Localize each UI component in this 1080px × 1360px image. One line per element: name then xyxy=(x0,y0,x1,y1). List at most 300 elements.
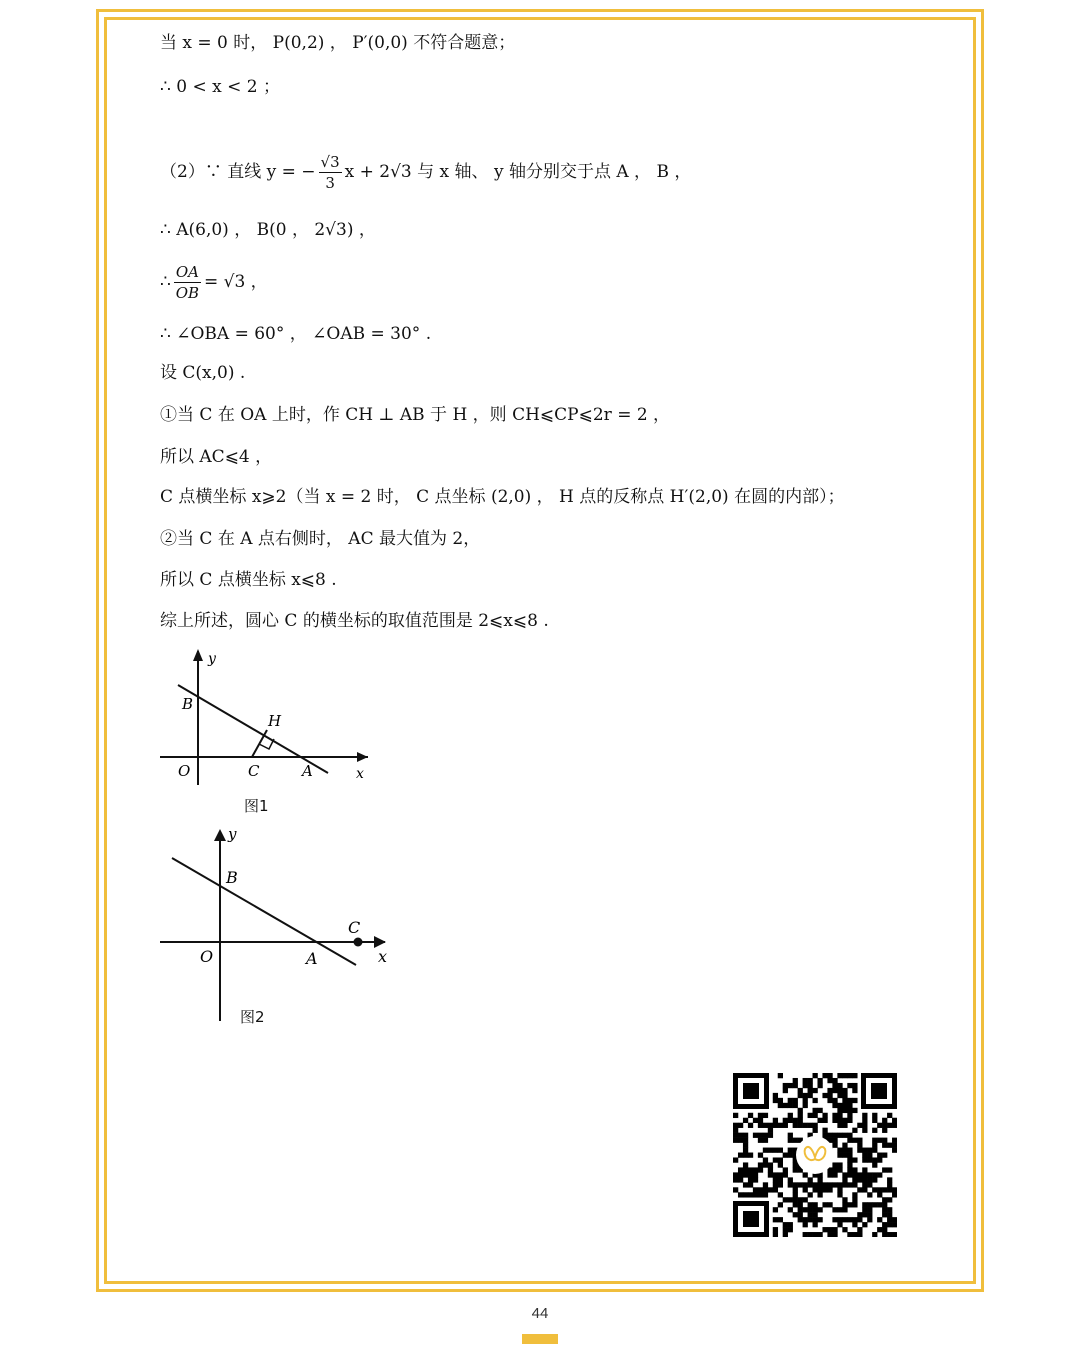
qr-module xyxy=(877,1157,882,1162)
qr-module xyxy=(857,1217,862,1222)
qr-module xyxy=(793,1167,798,1172)
qr-module xyxy=(743,1133,748,1138)
qr-module xyxy=(847,1083,852,1088)
qr-module xyxy=(847,1217,852,1222)
qr-module xyxy=(842,1098,847,1103)
qr-module xyxy=(763,1182,768,1187)
qr-module xyxy=(788,1227,793,1232)
qr-module xyxy=(793,1123,798,1128)
qr-module xyxy=(847,1108,852,1113)
qr-module xyxy=(778,1162,783,1167)
qr-module xyxy=(887,1113,892,1118)
qr-module xyxy=(808,1113,813,1118)
qr-module xyxy=(813,1217,818,1222)
qr-module xyxy=(788,1197,793,1202)
qr-module xyxy=(743,1182,748,1187)
qr-module xyxy=(778,1157,783,1162)
qr-module xyxy=(788,1207,793,1212)
qr-module xyxy=(822,1118,827,1123)
qr-module xyxy=(837,1103,842,1108)
qr-module xyxy=(852,1172,857,1177)
point-c xyxy=(354,938,363,947)
qr-module xyxy=(783,1083,788,1088)
figure-2-caption: 图2 xyxy=(240,1008,265,1026)
label-b: B xyxy=(182,695,194,713)
label-o: O xyxy=(178,762,191,780)
qr-module xyxy=(872,1113,877,1118)
figure-1-diagram xyxy=(160,645,380,790)
qr-module xyxy=(773,1227,778,1232)
qr-module xyxy=(882,1138,887,1143)
qr-module xyxy=(862,1123,867,1128)
qr-module xyxy=(803,1217,808,1222)
qr-module xyxy=(847,1103,852,1108)
qr-module xyxy=(813,1108,818,1113)
qr-module xyxy=(803,1093,808,1098)
qr-module xyxy=(743,1143,748,1148)
qr-module xyxy=(842,1073,847,1078)
qr-module xyxy=(827,1232,832,1237)
qr-module xyxy=(872,1128,877,1133)
qr-module xyxy=(793,1162,798,1167)
line-ab xyxy=(178,685,328,773)
label-c: C xyxy=(248,762,260,780)
qr-module xyxy=(793,1192,798,1197)
qr-module xyxy=(763,1113,768,1118)
qr-module xyxy=(783,1222,788,1227)
qr-module xyxy=(763,1157,768,1162)
qr-module xyxy=(847,1118,852,1123)
qr-module xyxy=(827,1078,832,1083)
qr-module xyxy=(738,1153,743,1158)
qr-module xyxy=(832,1207,837,1212)
qr-module xyxy=(847,1113,852,1118)
qr-module xyxy=(763,1123,768,1128)
qr-module xyxy=(842,1197,847,1202)
qr-module xyxy=(827,1073,832,1078)
qr-module xyxy=(832,1078,837,1083)
qr-module xyxy=(748,1167,753,1172)
qr-module xyxy=(753,1172,758,1177)
qr-module xyxy=(822,1133,827,1138)
qr-module xyxy=(817,1217,822,1222)
qr-module xyxy=(783,1172,788,1177)
qr-module xyxy=(882,1197,887,1202)
qr-module xyxy=(788,1138,793,1143)
qr-module xyxy=(768,1148,773,1153)
qr-module xyxy=(773,1177,778,1182)
qr-module xyxy=(817,1108,822,1113)
qr-module xyxy=(832,1138,837,1143)
qr-module xyxy=(798,1202,803,1207)
qr-module xyxy=(778,1123,783,1128)
qr-module xyxy=(813,1202,818,1207)
qr-module xyxy=(763,1133,768,1138)
qr-module xyxy=(788,1153,793,1158)
qr-module xyxy=(788,1113,793,1118)
qr-module xyxy=(862,1182,867,1187)
qr-module xyxy=(847,1148,852,1153)
qr-module xyxy=(867,1217,872,1222)
qr-module xyxy=(773,1182,778,1187)
qr-module xyxy=(827,1172,832,1177)
qr-module xyxy=(877,1123,882,1128)
qr-module xyxy=(738,1123,743,1128)
line-5-suffix: = √3 ， xyxy=(203,272,268,292)
qr-module xyxy=(748,1192,753,1197)
qr-module xyxy=(748,1172,753,1177)
y-axis-arrow xyxy=(214,829,226,841)
qr-module xyxy=(892,1123,897,1128)
qr-module xyxy=(877,1217,882,1222)
qr-module xyxy=(857,1187,862,1192)
qr-module xyxy=(842,1182,847,1187)
qr-module xyxy=(882,1227,887,1232)
qr-module xyxy=(842,1093,847,1098)
qr-module xyxy=(862,1187,867,1192)
qr-module xyxy=(808,1212,813,1217)
qr-module xyxy=(773,1098,778,1103)
qr-module xyxy=(837,1088,842,1093)
qr-module xyxy=(822,1113,827,1118)
qr-module xyxy=(842,1123,847,1128)
qr-module xyxy=(887,1222,892,1227)
fraction-numerator: √3 xyxy=(320,153,340,171)
qr-module xyxy=(813,1123,818,1128)
qr-module xyxy=(872,1232,877,1237)
qr-module xyxy=(778,1217,783,1222)
qr-module xyxy=(852,1108,857,1113)
qr-module xyxy=(733,1177,738,1182)
qr-module xyxy=(813,1187,818,1192)
qr-module xyxy=(887,1197,892,1202)
qr-module xyxy=(862,1212,867,1217)
qr-module xyxy=(837,1093,842,1098)
qr-module xyxy=(842,1148,847,1153)
label-h: H xyxy=(268,712,282,730)
qr-module xyxy=(887,1182,892,1187)
qr-module xyxy=(808,1207,813,1212)
solution-line-6: ∴ ∠OBA = 60° ， ∠OAB = 30° . xyxy=(160,324,432,344)
qr-module xyxy=(867,1192,872,1197)
qr-module xyxy=(872,1187,877,1192)
qr-module xyxy=(822,1227,827,1232)
label-y: y xyxy=(208,651,216,667)
qr-module xyxy=(877,1192,882,1197)
qr-module xyxy=(832,1172,837,1177)
qr-module xyxy=(778,1103,783,1108)
qr-module xyxy=(852,1217,857,1222)
qr-module xyxy=(758,1123,763,1128)
qr-module xyxy=(832,1217,837,1222)
qr-module xyxy=(887,1217,892,1222)
qr-module xyxy=(857,1227,862,1232)
qr-module xyxy=(788,1103,793,1108)
solution-line-4: ∴ A(6,0) ， B(0 ， 2√3) ， xyxy=(160,220,376,240)
qr-module xyxy=(822,1128,827,1133)
qr-module xyxy=(743,1167,748,1172)
qr-module xyxy=(837,1207,842,1212)
qr-module xyxy=(862,1202,867,1207)
qr-module xyxy=(733,1113,738,1118)
label-a: A xyxy=(306,949,318,968)
qr-module xyxy=(857,1212,862,1217)
qr-module xyxy=(817,1118,822,1123)
qr-module xyxy=(877,1187,882,1192)
label-o: O xyxy=(200,947,214,966)
solution-line-3 xyxy=(160,152,691,193)
qr-module xyxy=(832,1162,837,1167)
solution-line-2: ∴ 0 < x < 2 ； xyxy=(160,77,280,97)
qr-module xyxy=(793,1138,798,1143)
qr-module xyxy=(832,1232,837,1237)
solution-line-12: 所以 C 点横坐标 x⩽8 . xyxy=(160,570,337,590)
qr-module xyxy=(778,1172,783,1177)
qr-module xyxy=(887,1177,892,1182)
qr-module xyxy=(753,1118,758,1123)
qr-module xyxy=(753,1187,758,1192)
qr-module xyxy=(743,1118,748,1123)
x-axis-arrow xyxy=(357,752,368,762)
qr-module xyxy=(808,1177,813,1182)
qr-module xyxy=(857,1232,862,1237)
qr-module xyxy=(758,1113,763,1118)
qr-module xyxy=(733,1172,738,1177)
qr-module xyxy=(748,1123,753,1128)
qr-module xyxy=(733,1138,738,1143)
solution-line-1: 当 x = 0 时， P(0,2) ， P′(0,0) 不符合题意； xyxy=(160,33,516,53)
qr-module xyxy=(837,1182,842,1187)
qr-module xyxy=(743,1153,748,1158)
qr-module xyxy=(847,1202,852,1207)
qr-module xyxy=(798,1207,803,1212)
qr-module xyxy=(887,1232,892,1237)
qr-module xyxy=(882,1143,887,1148)
qr-module xyxy=(827,1098,832,1103)
qr-module xyxy=(842,1143,847,1148)
qr-module xyxy=(832,1133,837,1138)
qr-module xyxy=(877,1153,882,1158)
qr-module xyxy=(808,1078,813,1083)
fraction-denominator: OB xyxy=(175,284,200,302)
qr-module xyxy=(813,1113,818,1118)
qr-module xyxy=(852,1182,857,1187)
qr-module xyxy=(783,1232,788,1237)
qr-module xyxy=(808,1182,813,1187)
qr-module xyxy=(788,1133,793,1138)
qr-module xyxy=(847,1172,852,1177)
qr-finder-top-right xyxy=(861,1073,897,1109)
solution-line-11: ②当 C 在 A 点右侧时， AC 最大值为 2， xyxy=(160,529,481,549)
qr-module xyxy=(862,1222,867,1227)
line-3-suffix: x + 2√3 与 x 轴、 y 轴分别交于点 A ， B ， xyxy=(344,162,692,182)
qr-module xyxy=(758,1192,763,1197)
qr-module xyxy=(857,1172,862,1177)
qr-module xyxy=(808,1217,813,1222)
solution-line-10: C 点横坐标 x⩾2（当 x = 2 时， C 点坐标 (2,0) ， H 点的反称点 H′(2,0) 在圆的内部）； xyxy=(160,487,845,507)
qr-module xyxy=(768,1172,773,1177)
qr-module xyxy=(847,1167,852,1172)
qr-module xyxy=(882,1207,887,1212)
qr-module xyxy=(738,1133,743,1138)
qr-module xyxy=(808,1232,813,1237)
qr-module xyxy=(758,1187,763,1192)
label-a: A xyxy=(302,762,313,780)
qr-module xyxy=(887,1207,892,1212)
qr-module xyxy=(842,1103,847,1108)
label-x: x xyxy=(356,766,364,782)
qr-module xyxy=(798,1217,803,1222)
qr-module xyxy=(798,1093,803,1098)
qr-module xyxy=(857,1138,862,1143)
qr-module xyxy=(793,1202,798,1207)
qr-module xyxy=(763,1192,768,1197)
qr-module xyxy=(847,1098,852,1103)
qr-module xyxy=(803,1232,808,1237)
qr-module xyxy=(822,1093,827,1098)
qr-module xyxy=(837,1083,842,1088)
qr-module xyxy=(837,1148,842,1153)
qr-module xyxy=(817,1177,822,1182)
qr-module xyxy=(882,1202,887,1207)
qr-module xyxy=(877,1202,882,1207)
qr-module xyxy=(847,1153,852,1158)
qr-module xyxy=(837,1123,842,1128)
qr-module xyxy=(793,1187,798,1192)
qr-module xyxy=(822,1202,827,1207)
qr-module xyxy=(817,1078,822,1083)
qr-module xyxy=(827,1182,832,1187)
qr-module xyxy=(837,1073,842,1078)
qr-module xyxy=(862,1157,867,1162)
qr-module xyxy=(857,1143,862,1148)
qr-module xyxy=(842,1088,847,1093)
qr-module xyxy=(852,1192,857,1197)
line-3-prefix: （2）∵ 直线 y = − xyxy=(160,162,316,182)
qr-module xyxy=(813,1182,818,1187)
qr-module xyxy=(768,1162,773,1167)
qr-module xyxy=(733,1157,738,1162)
qr-module xyxy=(877,1172,882,1177)
qr-module xyxy=(837,1113,842,1118)
qr-module xyxy=(837,1133,842,1138)
qr-code xyxy=(733,1073,897,1237)
qr-module xyxy=(743,1138,748,1143)
qr-module xyxy=(817,1083,822,1088)
qr-module xyxy=(852,1222,857,1227)
qr-module xyxy=(778,1073,783,1078)
qr-module xyxy=(773,1157,778,1162)
qr-module xyxy=(738,1172,743,1177)
qr-module xyxy=(783,1227,788,1232)
qr-module xyxy=(778,1182,783,1187)
qr-module xyxy=(798,1113,803,1118)
qr-module xyxy=(788,1083,793,1088)
qr-module xyxy=(852,1128,857,1133)
qr-module xyxy=(783,1167,788,1172)
qr-module xyxy=(872,1177,877,1182)
qr-module xyxy=(852,1073,857,1078)
qr-module xyxy=(882,1187,887,1192)
qr-module xyxy=(852,1098,857,1103)
qr-module xyxy=(798,1123,803,1128)
qr-finder-bottom-left xyxy=(733,1201,769,1237)
qr-module xyxy=(837,1153,842,1158)
qr-module xyxy=(773,1123,778,1128)
qr-module xyxy=(798,1182,803,1187)
qr-module xyxy=(743,1192,748,1197)
qr-module xyxy=(872,1148,877,1153)
qr-module xyxy=(842,1118,847,1123)
qr-module xyxy=(852,1202,857,1207)
qr-module xyxy=(738,1138,743,1143)
qr-finder-top-left xyxy=(733,1073,769,1109)
qr-module xyxy=(808,1088,813,1093)
qr-module xyxy=(857,1123,862,1128)
fraction-numerator: OA xyxy=(175,263,199,281)
qr-module xyxy=(733,1123,738,1128)
qr-module xyxy=(763,1148,768,1153)
qr-module xyxy=(882,1128,887,1133)
qr-module xyxy=(847,1138,852,1143)
qr-module xyxy=(887,1212,892,1217)
qr-module xyxy=(783,1197,788,1202)
qr-module xyxy=(768,1167,773,1172)
qr-module xyxy=(817,1232,822,1237)
y-axis-arrow xyxy=(193,649,203,661)
qr-module xyxy=(793,1197,798,1202)
qr-module xyxy=(842,1133,847,1138)
qr-module xyxy=(803,1172,808,1177)
qr-module xyxy=(842,1217,847,1222)
qr-module xyxy=(778,1098,783,1103)
qr-module xyxy=(832,1103,837,1108)
qr-module xyxy=(827,1088,832,1093)
qr-module xyxy=(763,1138,768,1143)
qr-module xyxy=(842,1172,847,1177)
qr-module xyxy=(842,1227,847,1232)
qr-module xyxy=(842,1153,847,1158)
qr-module xyxy=(778,1148,783,1153)
qr-module xyxy=(872,1172,877,1177)
qr-module xyxy=(808,1192,813,1197)
qr-module xyxy=(827,1202,832,1207)
qr-module xyxy=(862,1148,867,1153)
qr-module xyxy=(803,1187,808,1192)
qr-module xyxy=(822,1187,827,1192)
qr-module xyxy=(803,1098,808,1103)
qr-module xyxy=(842,1207,847,1212)
qr-module xyxy=(892,1217,897,1222)
qr-module xyxy=(817,1207,822,1212)
qr-module xyxy=(783,1088,788,1093)
qr-module xyxy=(882,1232,887,1237)
qr-module xyxy=(808,1083,813,1088)
qr-module xyxy=(832,1118,837,1123)
qr-module xyxy=(872,1143,877,1148)
qr-module xyxy=(832,1083,837,1088)
qr-module xyxy=(892,1192,897,1197)
qr-module xyxy=(867,1172,872,1177)
qr-module xyxy=(837,1167,842,1172)
qr-module xyxy=(852,1197,857,1202)
qr-module xyxy=(803,1207,808,1212)
qr-module xyxy=(832,1182,837,1187)
fraction-sqrt3-over-3 xyxy=(319,152,342,193)
qr-module xyxy=(867,1157,872,1162)
qr-module xyxy=(837,1118,842,1123)
qr-module xyxy=(758,1167,763,1172)
